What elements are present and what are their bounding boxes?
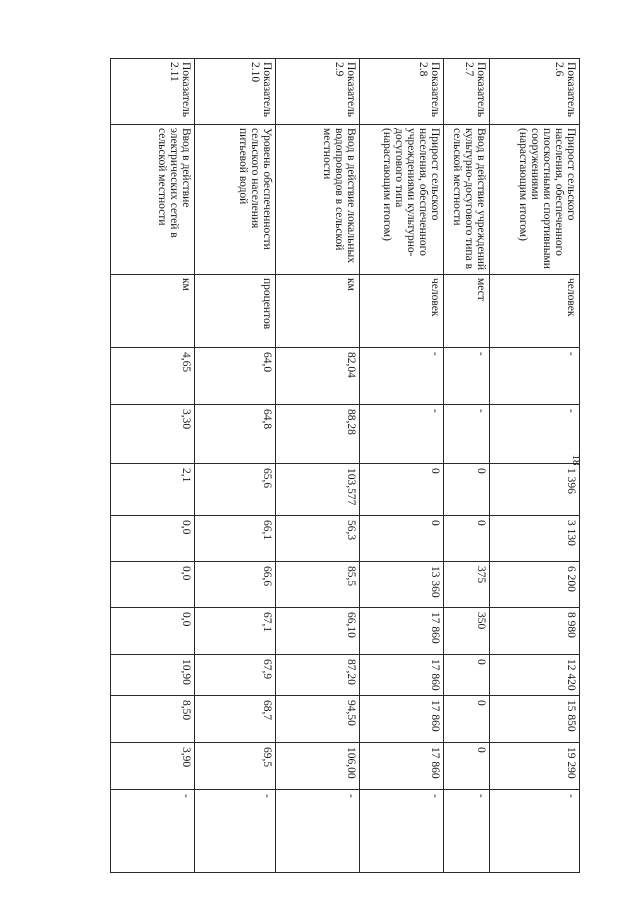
value-cell: 13 360 bbox=[360, 562, 444, 608]
table-row bbox=[194, 59, 276, 873]
value-cell: 66,6 bbox=[194, 562, 276, 608]
value-cell: - bbox=[111, 790, 195, 873]
value-cell: 56,3 bbox=[276, 516, 360, 562]
value-cell: 69,5 bbox=[194, 743, 276, 790]
indicator-code-cell: Показатель 2.7 bbox=[443, 59, 489, 125]
indicator-code-cell: Показатель 2.6 bbox=[489, 59, 579, 125]
value-cell: 350 bbox=[443, 608, 489, 655]
indicator-name-cell: Прирост сельского населения, обеспеченного учреждениями культурно-досугового типа (нарастающим итогом) bbox=[360, 125, 444, 275]
value-cell: 12 420 bbox=[489, 655, 579, 696]
value-cell: 0 bbox=[443, 655, 489, 696]
value-cell: - bbox=[443, 790, 489, 873]
value-cell: 0,0 bbox=[111, 562, 195, 608]
indicator-code-cell: Показатель 2.9 bbox=[276, 59, 360, 125]
value-cell: 0,0 bbox=[111, 516, 195, 562]
value-cell: 103,577 bbox=[276, 464, 360, 516]
indicator-name-cell: Ввод в действие электрических сетей в сельской местности bbox=[111, 125, 195, 275]
value-cell: 375 bbox=[443, 562, 489, 608]
value-cell: - bbox=[443, 348, 489, 405]
value-cell: 64,8 bbox=[194, 405, 276, 464]
value-cell: - bbox=[443, 405, 489, 464]
unit-cell: человек bbox=[360, 275, 444, 348]
indicator-code-cell: Показатель 2.11 bbox=[111, 59, 195, 125]
value-cell: 15 850 bbox=[489, 696, 579, 743]
value-cell: 0 bbox=[443, 743, 489, 790]
unit-cell: мест bbox=[443, 275, 489, 348]
value-cell: 19 290 bbox=[489, 743, 579, 790]
value-cell: - bbox=[194, 790, 276, 873]
value-cell: 10,90 bbox=[111, 655, 195, 696]
rotated-page bbox=[110, 58, 580, 872]
value-cell: 94,50 bbox=[276, 696, 360, 743]
value-cell: 66,1 bbox=[194, 516, 276, 562]
table-row bbox=[111, 59, 195, 873]
unit-cell: человек bbox=[489, 275, 579, 348]
indicators-table bbox=[110, 58, 580, 873]
value-cell: 87,20 bbox=[276, 655, 360, 696]
indicator-name-cell: Ввод в действие учреждений культурно-досугового типа в сельской местности bbox=[443, 125, 489, 275]
value-cell: 8 980 bbox=[489, 608, 579, 655]
value-cell: - bbox=[360, 348, 444, 405]
indicator-name-cell: Ввод в действие локальных водопроводов в сельской местности bbox=[276, 125, 360, 275]
value-cell: 0 bbox=[360, 464, 444, 516]
value-cell: 8,50 bbox=[111, 696, 195, 743]
value-cell: 0 bbox=[443, 464, 489, 516]
value-cell: 82,04 bbox=[276, 348, 360, 405]
value-cell: 6 200 bbox=[489, 562, 579, 608]
page-number: 18 bbox=[570, 454, 582, 466]
value-cell: - bbox=[489, 348, 579, 405]
value-cell: 17 860 bbox=[360, 655, 444, 696]
value-cell: 3 130 bbox=[489, 516, 579, 562]
unit-cell: процентов bbox=[194, 275, 276, 348]
table-row bbox=[360, 59, 444, 873]
unit-cell: км bbox=[111, 275, 195, 348]
value-cell: 2,1 bbox=[111, 464, 195, 516]
value-cell: 17 860 bbox=[360, 608, 444, 655]
indicator-code-cell: Показатель 2.10 bbox=[194, 59, 276, 125]
value-cell: 0 bbox=[443, 516, 489, 562]
value-cell: 66,10 bbox=[276, 608, 360, 655]
value-cell: 68,7 bbox=[194, 696, 276, 743]
value-cell: 17 860 bbox=[360, 696, 444, 743]
value-cell: 67,1 bbox=[194, 608, 276, 655]
value-cell: - bbox=[360, 790, 444, 873]
value-cell: 17 860 bbox=[360, 743, 444, 790]
table-row bbox=[276, 59, 360, 873]
value-cell: 3,90 bbox=[111, 743, 195, 790]
table-row bbox=[443, 59, 489, 873]
value-cell: 65,6 bbox=[194, 464, 276, 516]
value-cell: 88,28 bbox=[276, 405, 360, 464]
value-cell: - bbox=[360, 405, 444, 464]
value-cell: 85,5 bbox=[276, 562, 360, 608]
value-cell: 0 bbox=[443, 696, 489, 743]
value-cell: - bbox=[489, 405, 579, 464]
value-cell: 0 bbox=[360, 516, 444, 562]
indicator-name-cell: Уровень обеспеченности сельского населения питьевой водой bbox=[194, 125, 276, 275]
value-cell: 0,0 bbox=[111, 608, 195, 655]
value-cell: 1 396 bbox=[489, 464, 579, 516]
value-cell: 67,9 bbox=[194, 655, 276, 696]
value-cell: 3,30 bbox=[111, 405, 195, 464]
value-cell: 106,00 bbox=[276, 743, 360, 790]
indicator-code-cell: Показатель 2.8 bbox=[360, 59, 444, 125]
value-cell: 4,65 bbox=[111, 348, 195, 405]
value-cell: - bbox=[489, 790, 579, 873]
table-row bbox=[489, 59, 579, 873]
unit-cell: км bbox=[276, 275, 360, 348]
value-cell: 64,0 bbox=[194, 348, 276, 405]
value-cell: - bbox=[276, 790, 360, 873]
indicator-name-cell: Прирост сельского населения, обеспеченного плоскостными спортивными сооружениями (нарастающим итогом) bbox=[489, 125, 579, 275]
table-body bbox=[111, 59, 580, 873]
